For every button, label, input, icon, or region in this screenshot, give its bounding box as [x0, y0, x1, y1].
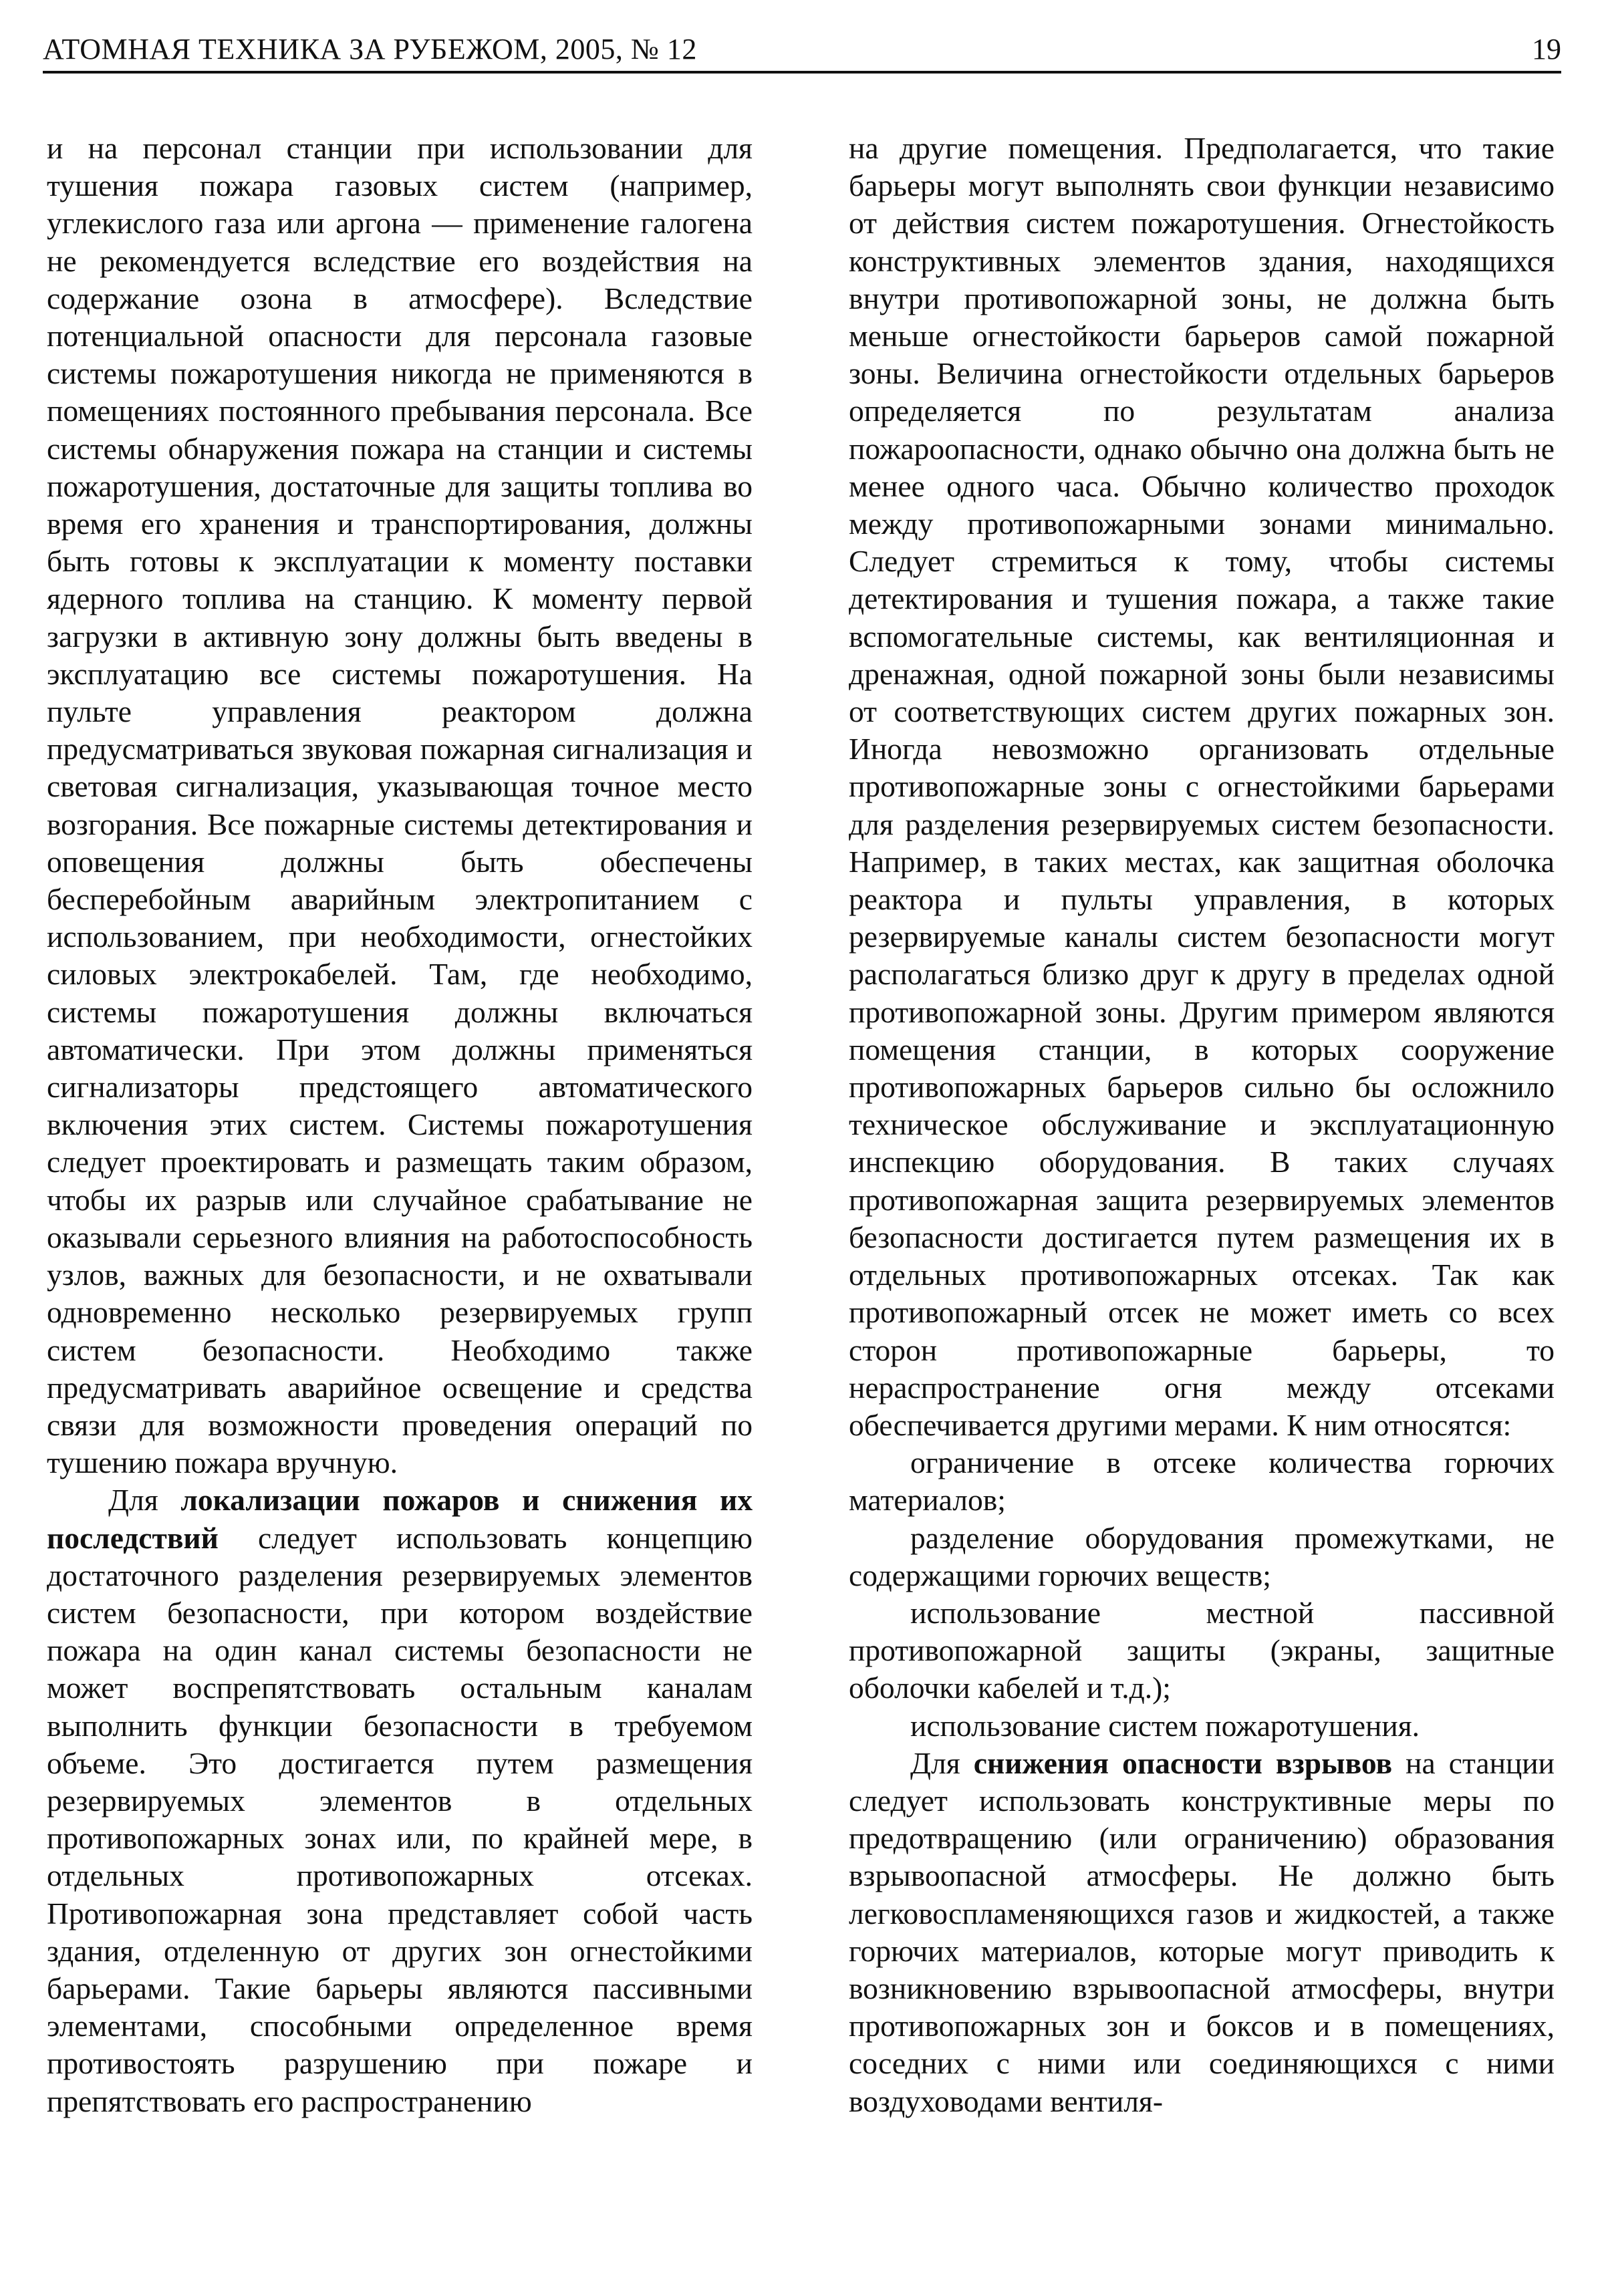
right-paragraph-2-lead: Для — [910, 1745, 974, 1780]
list-item: ограничение в отсеке количества горючих материалов; — [849, 1445, 1555, 1518]
right-paragraph-2-bold: снижения опасности взрывов — [973, 1745, 1393, 1780]
header-rule — [43, 71, 1561, 74]
right-column — [849, 130, 1555, 2120]
running-header — [43, 27, 1561, 74]
left-paragraph-2-lead: Для — [108, 1483, 181, 1518]
list-item: использование систем пожаротушения. — [910, 1708, 1420, 1743]
left-paragraph-2-bold: локализации пожаров и снижения их последствий — [47, 1483, 753, 1555]
page-number: 19 — [1532, 33, 1561, 65]
left-paragraph-2-rest: следует использовать концепцию достаточного разделения резервируемых элементов систем безопасности, при котором воздействие пожара на один канал системы безопасности не может воспрепятствовать остальным каналам выполнить функции безопасности в требуемом объеме. Это достигается путем размещения резервируемых элементов в отдельных противопожарных зонах или, по крайней мере, в отдельных противопожарных отсеках. Противопожарная зона представляет собой часть здания, отделенную от других зон огнестойкими барьерами. Такие барьеры являются пассивными элементами, способными определенное время противостоять разрушению при пожаре и препятствовать его распространению — [47, 1520, 753, 2118]
left-paragraph-1: и на персонал станции при использовании для тушения пожара газовых систем (например, углекислого газа или аргона — применение галогена не рекомендуется вследствие его воздействия на содержание озона в атмосфере). Вследствие потенциальной опасности для персонала газовые системы пожаротушения никогда не применяются в помещениях постоянного пребывания персонала. Все системы обнаружения пожара на станции и системы пожаротушения, достаточные для защиты топлива во время его хранения и транспортирования, должны быть готовы к эксплуатации к моменту поставки ядерного топлива на станцию. К моменту первой загрузки в активную зону должны быть введены в эксплуатацию все системы пожаротушения. На пульте управления реактором должна предусматриваться звуковая пожарная сигнализация и световая сигнализация, указывающая точное место возгорания. Все пожарные системы детектирования и оповещения должны быть обеспечены бесперебойным аварийным электропитанием с использованием, при необходимости, огнестойких силовых электрокабелей. Там, где необходимо, системы пожаротушения должны включаться автоматически. При этом должны применяться сигнализаторы предстоящего автоматического включения этих систем. Системы пожаротушения следует проектировать и размещать таким образом, чтобы их разрыв или случайное срабатывание не оказывали серьезного влияния на работоспособность узлов, важных для безопасности, и не охватывали одновременно несколько резервируемых групп систем безопасности. Необходимо также предусматривать аварийное освещение и средства связи для возможности проведения операций по тушению пожара вручную. — [47, 131, 753, 1480]
right-paragraph-2-rest: на станции следует использовать конструктивные меры по предотвращению (или ограничению) образования взрывоопасной атмосферы. Не должно быть легковоспламеняющихся газов и жидкостей, а также горючих материалов, которые могут приводить к возникновению взрывоопасной атмосферы, внутри противопожарных зон и боксов и в помещениях, соседних с ними или соединяющихся с ними воздуховодами вентиля- — [849, 1745, 1555, 2118]
list-item: разделение оборудования промежутками, не содержащими горючих веществ; — [849, 1520, 1555, 1592]
journal-title: АТОМНАЯ ТЕХНИКА ЗА РУБЕЖОМ, 2005, № 12 — [43, 33, 697, 65]
left-paragraph-2 — [47, 1481, 753, 2120]
right-paragraph-2 — [849, 1745, 1555, 2120]
left-column — [47, 130, 753, 2120]
right-paragraph-1: на другие помещения. Предполагается, что такие барьеры могут выполнять свои функции независимо от действия систем пожаротушения. Огнестойкость конструктивных элементов здания, находящихся внутри противопожарной зоны, не должна быть меньше огнестойкости барьеров самой пожарной зоны. Величина огнестойкости отдельных барьеров определяется по результатам анализа пожароопасности, однако обычно она должна быть не менее одного часа. Обычно количество проходок между противопожарными зонами минимально. Следует стремиться к тому, чтобы системы детектирования и тушения пожара, а также такие вспомогательные системы, как вентиляционная и дренажная, одной пожарной зоны были независимы от соответствующих систем других пожарных зон. Иногда невозможно организовать отдельные противопожарные зоны с огнестойкими барьерами для разделения резервируемых систем безопасности. Например, в таких местах, как защитная оболочка реактора и пульты управления, в которых резервируемые каналы систем безопасности могут располагаться близко друг к другу в пределах одной противопожарной зоны. Другим примером являются помещения станции, в которых сооружение противопожарных барьеров сильно бы осложнило техническое обслуживание и эксплуатационную инспекцию оборудования. В таких случаях противопожарная защита резервируемых элементов безопасности достигается путем размещения их в отдельных противопожарных отсеках. Так как противопожарный отсек не может иметь со всех сторон противопожарные барьеры, то нераспространение огня между отсеками обеспечивается другими мерами. К ним относятся: — [849, 131, 1555, 1442]
list-item: использование местной пассивной противопожарной защиты (экраны, защитные оболочки кабелей и т.д.); — [849, 1595, 1555, 1705]
